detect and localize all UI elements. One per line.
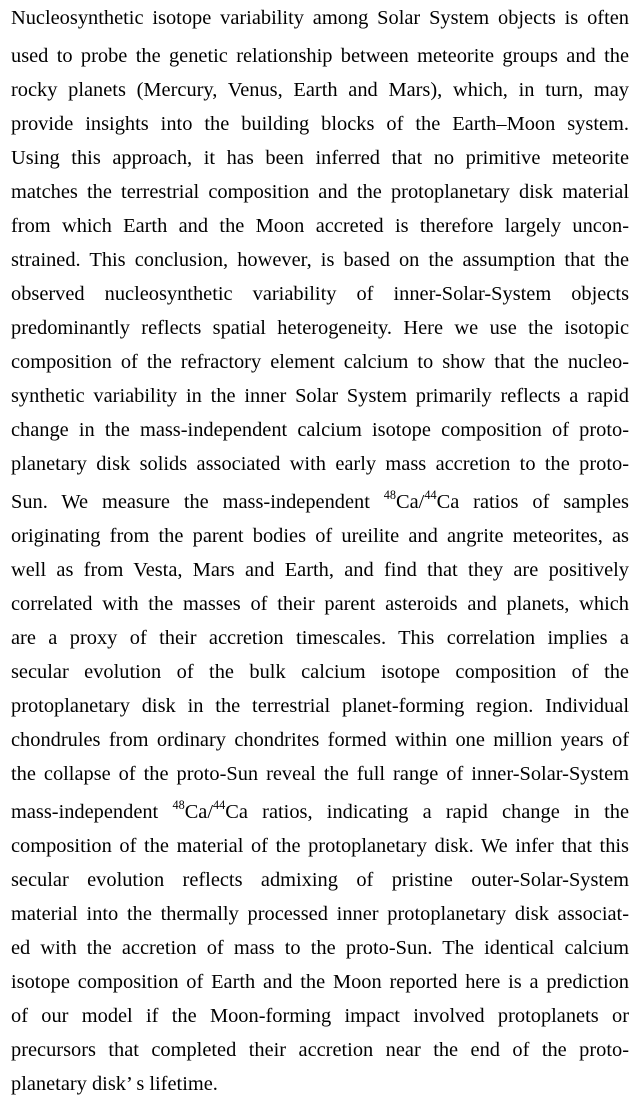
abstract-line: strained. This conclusion, however, is based on the assumption that the — [11, 249, 629, 271]
abstract-line: ed with the accretion of mass to the proto-Sun. The identical calcium — [11, 937, 629, 959]
abstract-line: predominantly reflects spatial heterogeneity. Here we use the isotopic — [11, 317, 629, 339]
abstract-line: are a proxy of their accretion timescales. This correlation implies a — [11, 627, 629, 649]
abstract-line: precursors that completed their accretion near the end of the proto- — [11, 1039, 629, 1061]
abstract-line: provide insights into the building blocks of the Earth–Moon system. — [11, 113, 629, 135]
abstract-line: Nucleosynthetic isotope variability among Solar System objects is often — [11, 7, 629, 29]
abstract-line: composition of the refractory element calcium to show that the nucleo- — [11, 351, 629, 373]
abstract-line: Using this approach, it has been inferred that no primitive meteorite — [11, 147, 629, 169]
abstract-line: secular evolution reflects admixing of pristine outer-Solar-System — [11, 869, 629, 891]
abstract-line: originating from the parent bodies of ureilite and angrite meteorites, as — [11, 525, 629, 547]
abstract-line: planetary disk solids associated with early mass accretion to the proto- — [11, 453, 629, 475]
abstract-line: planetary disk’ s lifetime. — [11, 1073, 218, 1095]
abstract-line: observed nucleosynthetic variability of inner-Solar-System objects — [11, 283, 629, 305]
abstract-line: synthetic variability in the inner Solar System primarily reflects a rapid — [11, 385, 629, 407]
abstract-line: secular evolution of the bulk calcium isotope composition of the — [11, 661, 629, 683]
abstract-line: matches the terrestrial composition and the protoplanetary disk material — [11, 181, 629, 203]
abstract-line: well as from Vesta, Mars and Earth, and find that they are positively — [11, 559, 629, 581]
abstract-line: change in the mass-independent calcium isotope composition of proto- — [11, 419, 629, 441]
abstract-line: rocky planets (Mercury, Venus, Earth and Mars), which, in turn, may — [11, 79, 629, 101]
abstract-line: chondrules from ordinary chondrites formed within one million years of — [11, 729, 629, 751]
abstract-line: correlated with the masses of their parent asteroids and planets, which — [11, 593, 629, 615]
abstract-line: composition of the material of the protoplanetary disk. We infer that this — [11, 835, 629, 857]
abstract-line: isotope composition of Earth and the Moon reported here is a prediction — [11, 971, 629, 993]
abstract-line: of our model if the Moon-forming impact involved protoplanets or — [11, 1005, 629, 1027]
abstract-line: protoplanetary disk in the terrestrial planet-forming region. Individual — [11, 695, 629, 717]
abstract-line: mass-independent $^{48}$Ca/$^{44}$Ca ratios, indicating a rapid change in the — [11, 797, 629, 823]
abstract-line: from which Earth and the Moon accreted is therefore largely uncon- — [11, 215, 629, 237]
abstract-line: material into the thermally processed inner protoplanetary disk associat- — [11, 903, 629, 925]
abstract-line: Sun. We measure the mass-independent $^{48}$Ca/$^{44}$Ca ratios of samples — [11, 487, 629, 513]
abstract-line: the collapse of the proto-Sun reveal the full range of inner-Solar-System — [11, 763, 629, 785]
abstract-line: used to probe the genetic relationship between meteorite groups and the — [11, 45, 629, 67]
